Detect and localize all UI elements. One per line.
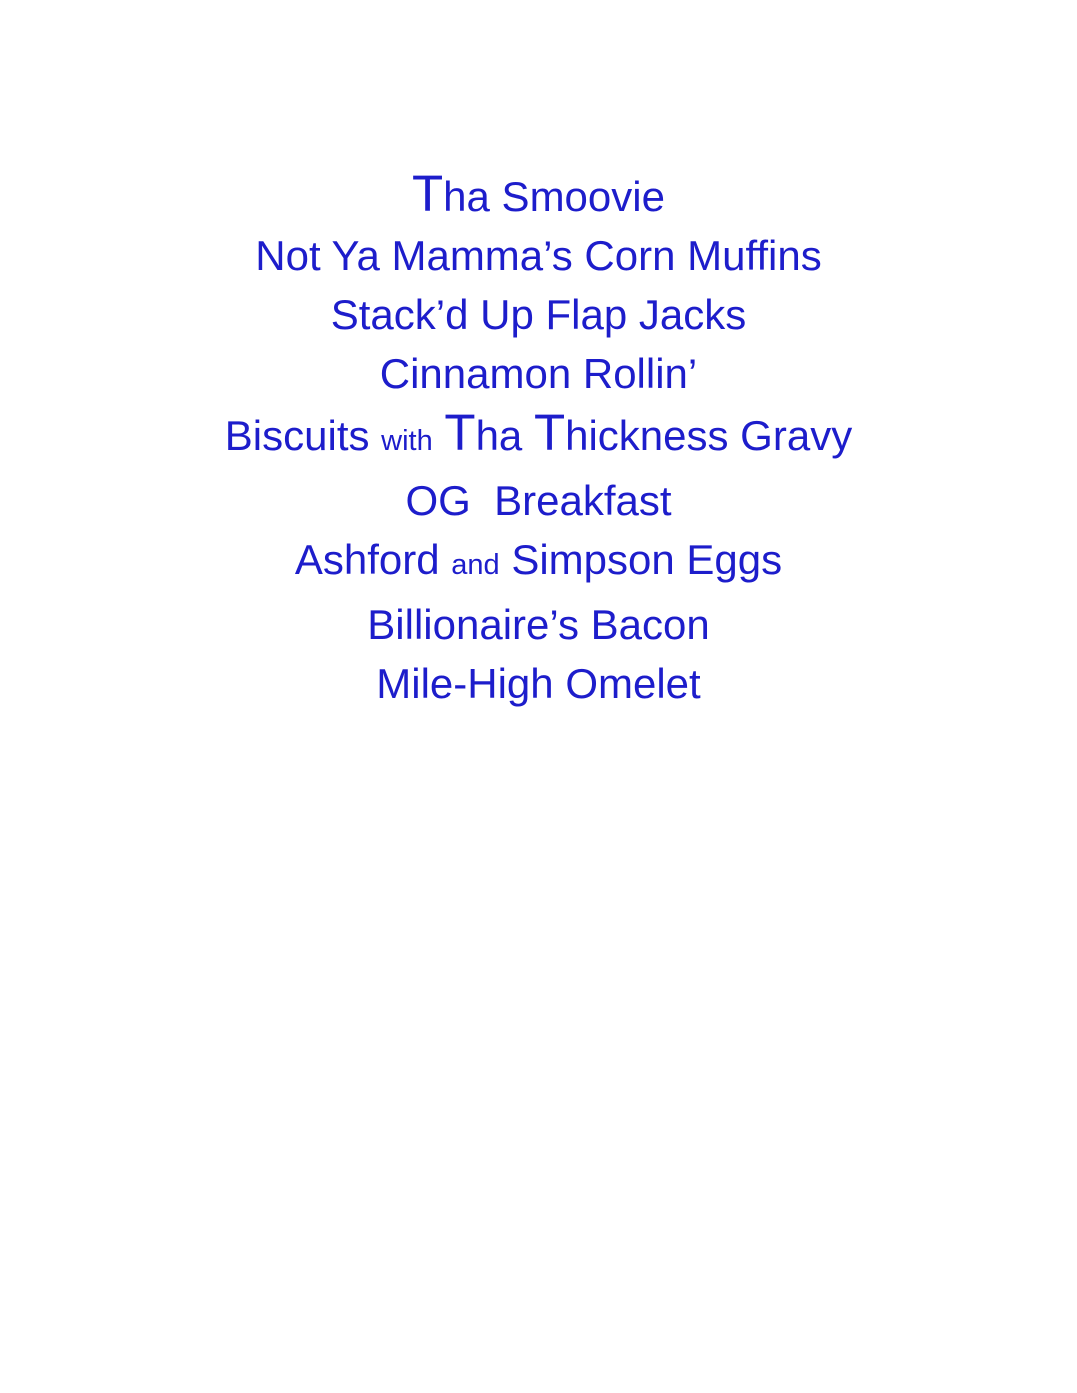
menu-item-og-breakfast [0, 471, 1077, 530]
menu-item-text: Cinnamon Rollin’ [379, 350, 698, 397]
menu-item-text: and [451, 549, 500, 581]
menu-item-text: ha [475, 412, 534, 459]
menu-item-text: Stack’d Up Flap Jacks [330, 291, 747, 338]
menu-item-text: T [533, 404, 566, 461]
menu-item-tha-smoovie [0, 164, 1077, 226]
menu-item-text: Simpson Eggs [499, 536, 783, 583]
menu-item-billionaires-bacon [0, 595, 1077, 654]
menu-item-text: T [444, 404, 476, 461]
menu-item-text: Ashford [294, 536, 452, 583]
menu-item-text: OG Breakfast [405, 477, 672, 524]
menu-item-ashford-simpson-eggs [0, 530, 1077, 595]
menu-item-text: Biscuits [224, 412, 382, 459]
menu-item-text: Billionaire’s Bacon [367, 601, 710, 648]
menu-item-text: with [381, 425, 433, 457]
menu-item-text: ha Smoovie [443, 173, 665, 220]
menu-item-cinnamon-rollin [0, 344, 1077, 403]
menu-item-text: Not Ya Mamma’s Corn Muffins [255, 232, 822, 279]
menu-item-text [433, 412, 445, 459]
menu-item-text: Mile-High Omelet [376, 660, 701, 707]
menu-item-corn-muffins [0, 226, 1077, 285]
menu-item-text: T [412, 165, 444, 222]
menu-item-flap-jacks [0, 285, 1077, 344]
menu-item-biscuits-gravy [0, 403, 1077, 471]
menu-item-mile-high-omelet [0, 654, 1077, 713]
menu-item-text: hickness Gravy [565, 412, 853, 459]
